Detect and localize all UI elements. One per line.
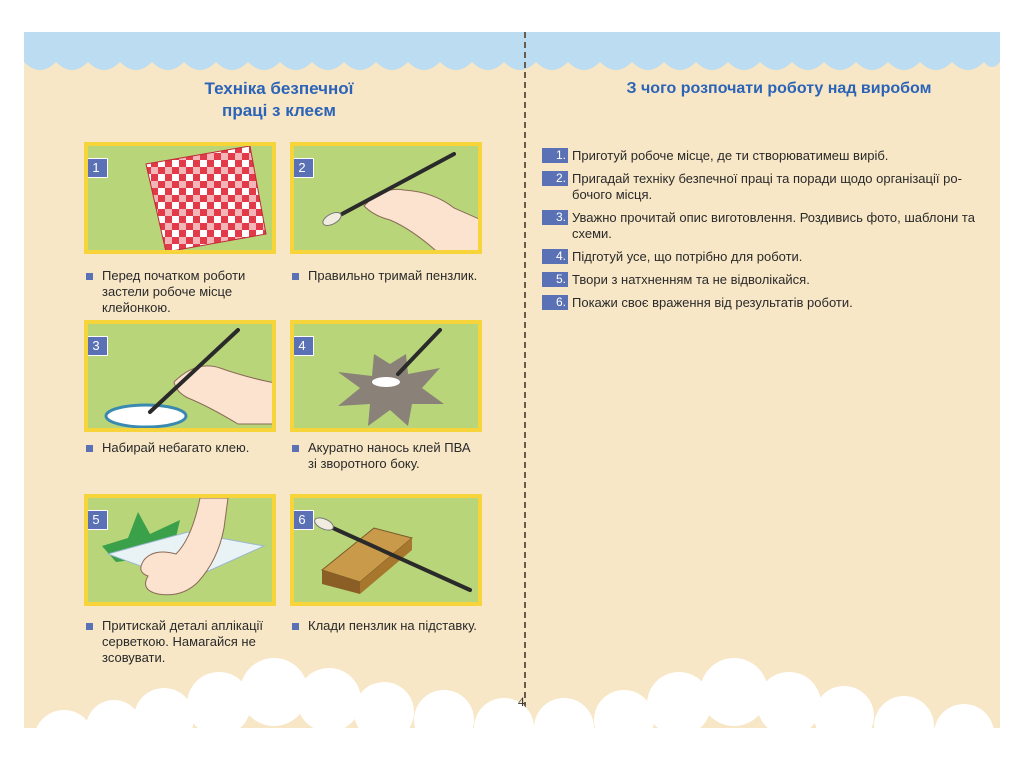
step-card-1 [84,142,276,254]
steps-list [542,148,994,318]
step-number: 2. [542,171,568,186]
step-text: Уважно прочитай опис виготовлення. Роздивись фото, шаблони та схеми. [572,210,975,241]
step-card-4 [290,320,482,432]
step-number: 3. [542,210,568,225]
step-number-badge: 1 [84,158,108,178]
step-number: 6. [542,295,568,310]
hand-holding-brush-icon [294,146,482,254]
step-caption-2: Правильно тримай пензлик. [290,268,480,284]
step-caption-6: Клади пензлик на підставку. [290,618,480,634]
step-card-3 [84,320,276,432]
checkered-oilcloth-icon [88,146,276,254]
step-number: 4. [542,249,568,264]
step-card-2 [290,142,482,254]
step-card-5 [84,494,276,606]
pressing-napkin-icon [88,498,276,606]
step-text: Пригадай техніку безпечної праці та поради щодо організації робочого місця. [572,171,962,202]
step-caption-4: Акуратно нанось клей ПВА зі зворотного боку. [290,440,480,472]
list-item [542,272,994,288]
cloud-band [24,648,1000,738]
book-spread [24,32,1000,738]
step-caption-5: Притискай деталі аплікації серветкою. Намагайся не зсовувати. [84,618,274,666]
list-item [542,249,994,265]
step-number: 1. [542,148,568,163]
step-number-badge: 2 [290,158,314,178]
step-text: Приготуй робоче місце, де ти створюватимеш виріб. [572,148,889,163]
brush-on-stand-icon [294,498,482,606]
applying-glue-icon [294,324,482,432]
step-caption-3: Набирай небагато клею. [84,440,274,456]
step-text: Підготуй усе, що потрібно для роботи. [572,249,803,264]
list-item [542,171,994,203]
list-item [542,210,994,242]
step-number-badge: 5 [84,510,108,530]
step-caption-1: Перед початком роботи застели робоче місце клейонкою. [84,268,274,316]
step-text: Покажи своє враження від результатів роботи. [572,295,853,310]
step-number-badge: 3 [84,336,108,356]
step-number-badge: 6 [290,510,314,530]
list-item [542,295,994,311]
step-number-badge: 4 [290,336,314,356]
left-page-title: Техніка безпечної праці з клеєм [204,79,354,120]
right-page-title: З чого розпочати роботу над виробом [626,80,932,97]
page-fold [524,32,526,738]
step-text: Твори з натхненням та не відволікайся. [572,272,810,287]
step-number: 5. [542,272,568,287]
step-card-6 [290,494,482,606]
brush-in-glue-dish-icon [88,324,276,432]
page-number: 4 [518,694,525,709]
list-item [542,148,994,164]
